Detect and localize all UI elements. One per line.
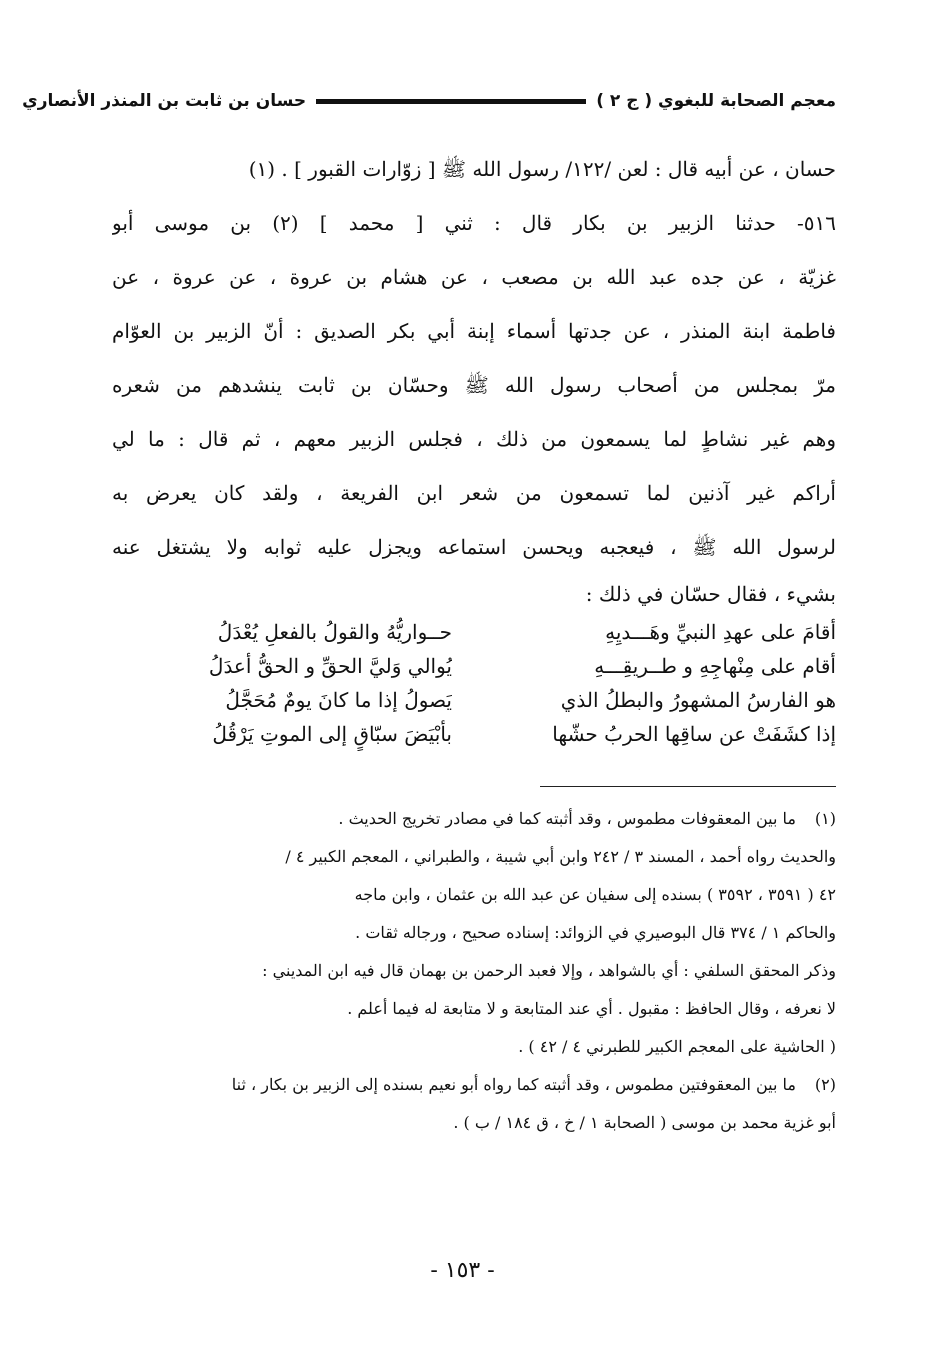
text-line: فاطمة ابنة المنذر ، عن جدتها أسماء إبنة أبي بكر الصديق : أنّ الزبير بن العوّام: [112, 319, 836, 343]
main-text: [112, 142, 836, 614]
text-line: حسان ، عن أبيه قال : لعن /١٢٢/ رسول الله ﷺ [ زوّارات القبور ] . (١): [248, 157, 836, 181]
footnotes: [112, 800, 836, 1142]
footnote-line: أبو غزية محمد بن موسى ( الصحابة ١ / خ ، ق ١٨٤ / ب ) .: [453, 1113, 836, 1132]
book-title: معجم الصحابة للبغوي ( ج ٢ ): [596, 91, 836, 111]
poem-verse: [112, 717, 836, 751]
second-hemistich: يُوالي وَليَّ الحقِّ و الحقُّ أعدَلُ: [208, 654, 452, 678]
footnote-line: وذكر المحقق السلفي : أي بالشواهد ، وإلا فعبد الرحمن بن بهمان قال فيه ابن المديني :: [262, 961, 836, 980]
header-rule: [316, 99, 586, 104]
text-line: مرّ بمجلس من أصحاب رسول الله ﷺ وحسّان بن ثابت ينشدهم من شعره: [112, 373, 836, 397]
first-hemistich: إذا كشَفَتْ عن ساقِها الحربُ حشّها: [552, 722, 836, 746]
footnote-line: [112, 1066, 836, 1104]
second-hemistich: بأبْيَضَ سبّاقٍ إلى الموتِ يَرْقُلُ: [212, 722, 452, 746]
footnote-line: والحاكم ١ / ٣٧٤ قال البوصيري في الزوائد: إسناده صحيح ، ورجاله ثقات .: [355, 923, 836, 942]
poem: [112, 615, 836, 751]
page-number: - ١٥٣ -: [430, 1258, 495, 1283]
footnote-line: ( الحاشية على المعجم الكبير للطبرني ٤ / ٤٢ ) .: [518, 1037, 836, 1056]
poem-verse: [112, 649, 836, 683]
second-hemistich: حــواريُّهُ والقولُ بالفعلِ يُعْدَلُ: [217, 620, 452, 644]
footnote-line: لا نعرفه ، وقال الحافظ : مقبول . أي عند المتابعة و لا متابعة له فيما أعلم .: [347, 999, 836, 1018]
footnote-separator: [540, 786, 836, 787]
first-hemistich: هو الفارسُ المشهورُ والبطلُ الذي: [560, 688, 836, 712]
footnote-text: ما بين المعقوفتين مطموس ، وقد أثبته كما رواه أبو نعيم بسنده إلى الزبير بن بكار ، ثنا: [231, 1075, 796, 1094]
text-line: غزيّة ، عن جده عبد الله بن مصعب ، عن هشام بن عروة ، عن عروة ، عن: [112, 265, 836, 289]
second-hemistich: يَصولُ إذا ما كانَ يومٌ مُحَجَّلُ: [225, 688, 452, 712]
footnote-text: ما بين المعقوفات مطموس ، وقد أثبته كما في مصادر تخريج الحديث .: [338, 809, 796, 828]
entry-title: حسان بن ثابت بن المنذر الأنصاري: [22, 91, 307, 111]
footnote-marker: (١): [814, 809, 836, 828]
first-hemistich: أقام على مِنْهاجِهِ و طــريقِـــهِ: [594, 654, 836, 678]
poem-verse: [112, 683, 836, 717]
first-hemistich: أقامَ على عهدِ النبيِّ وهَـــديِهِ: [605, 620, 836, 644]
footnote-marker: (٢): [814, 1075, 836, 1094]
text-line: بشيء ، فقال حسّان في ذلك :: [585, 582, 836, 606]
running-header: [22, 86, 836, 116]
footnote-line: [112, 800, 836, 838]
footnote-line: ٤٢ ( ٣٥٩١ ، ٣٥٩٢ ) بسنده إلى سفيان عن عبد الله بن عثمان ، وابن ماجه: [354, 885, 836, 904]
poem-verse: [112, 615, 836, 649]
text-line: أراكم غير آذنين لما تسمعون من شعر ابن الفريعة ، ولقد كان يعرض به: [112, 481, 836, 505]
text-line: وهم غير نشاطٍ لما يسمعون من ذلك ، فجلس الزبير معهم ، ثم قال : ما لي: [112, 427, 836, 451]
footnote-line: والحديث رواه أحمد ، المسند ٣ / ٢٤٢ وابن أبي شيبة ، والطبراني ، المعجم الكبير ٤ /: [285, 847, 836, 866]
text-line: ٥١٦- حدثنا الزبير بن بكار قال : ثني [ محمد ] (٢) بن موسى أبو: [112, 211, 836, 235]
text-line: لرسول الله ﷺ ، فيعجبه ويحسن استماعه ويجزل عليه ثوابه ولا يشتغل عنه: [112, 535, 836, 559]
